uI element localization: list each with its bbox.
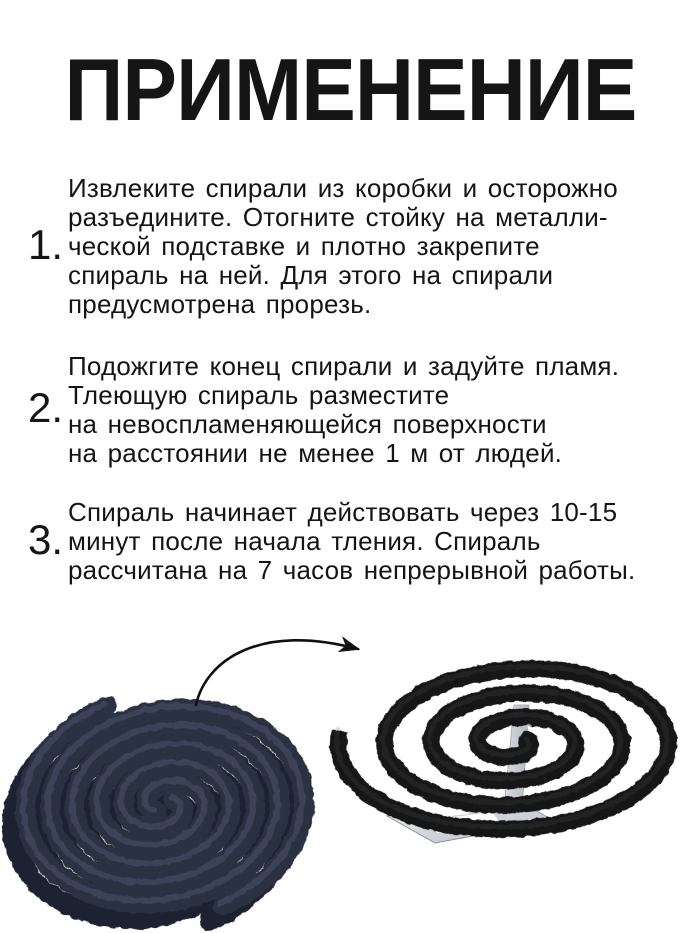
step-item	[28, 352, 680, 468]
step-text-line: Спираль начинает действовать через 10-15	[68, 497, 618, 527]
paired-coils-image	[0, 675, 321, 933]
step-text-line: разъедините. Отогните стойку на металли-	[68, 202, 608, 232]
figure-area	[0, 593, 700, 933]
mounted-coil-image	[334, 661, 671, 843]
right-coil-spiral	[334, 661, 671, 835]
step-text-line: ческой подставке и плотно закрепите	[68, 231, 540, 261]
step-item	[28, 498, 680, 585]
step-text-line: Извлеките спирали из коробки и осторожно	[68, 173, 618, 203]
step-text-line: на расстоянии не менее 1 м от людей.	[68, 438, 563, 468]
page-title-text: ПРИМЕНЕНИЕ	[64, 40, 636, 139]
step-number: 1.	[28, 220, 64, 268]
step-text-line: спираль на ней. Для этого на спирали	[68, 260, 554, 290]
step-number: 2.	[28, 384, 64, 431]
step-text	[68, 498, 635, 585]
step-text-line: рассчитана на 7 часов непрерывной работы.	[68, 555, 636, 585]
page-title	[0, 40, 700, 139]
step-text-line: Тлеющую спираль разместите	[68, 380, 450, 410]
step-text	[68, 352, 619, 468]
step-text-line: минут после начала тления. Спираль	[68, 526, 541, 556]
step-text-line: предусмотрена прорезь.	[68, 289, 372, 319]
coils-illustration	[0, 593, 700, 933]
step-text-line: Подожгите конец спирали и задуйте пламя.	[68, 351, 620, 381]
step-number: 3.	[28, 515, 64, 563]
step-text	[68, 174, 618, 319]
steps-list	[28, 174, 680, 585]
step-item	[28, 174, 680, 319]
step-text-line: на невоспламеняющейся поверхности	[68, 409, 547, 439]
transfer-arrow	[196, 640, 358, 705]
